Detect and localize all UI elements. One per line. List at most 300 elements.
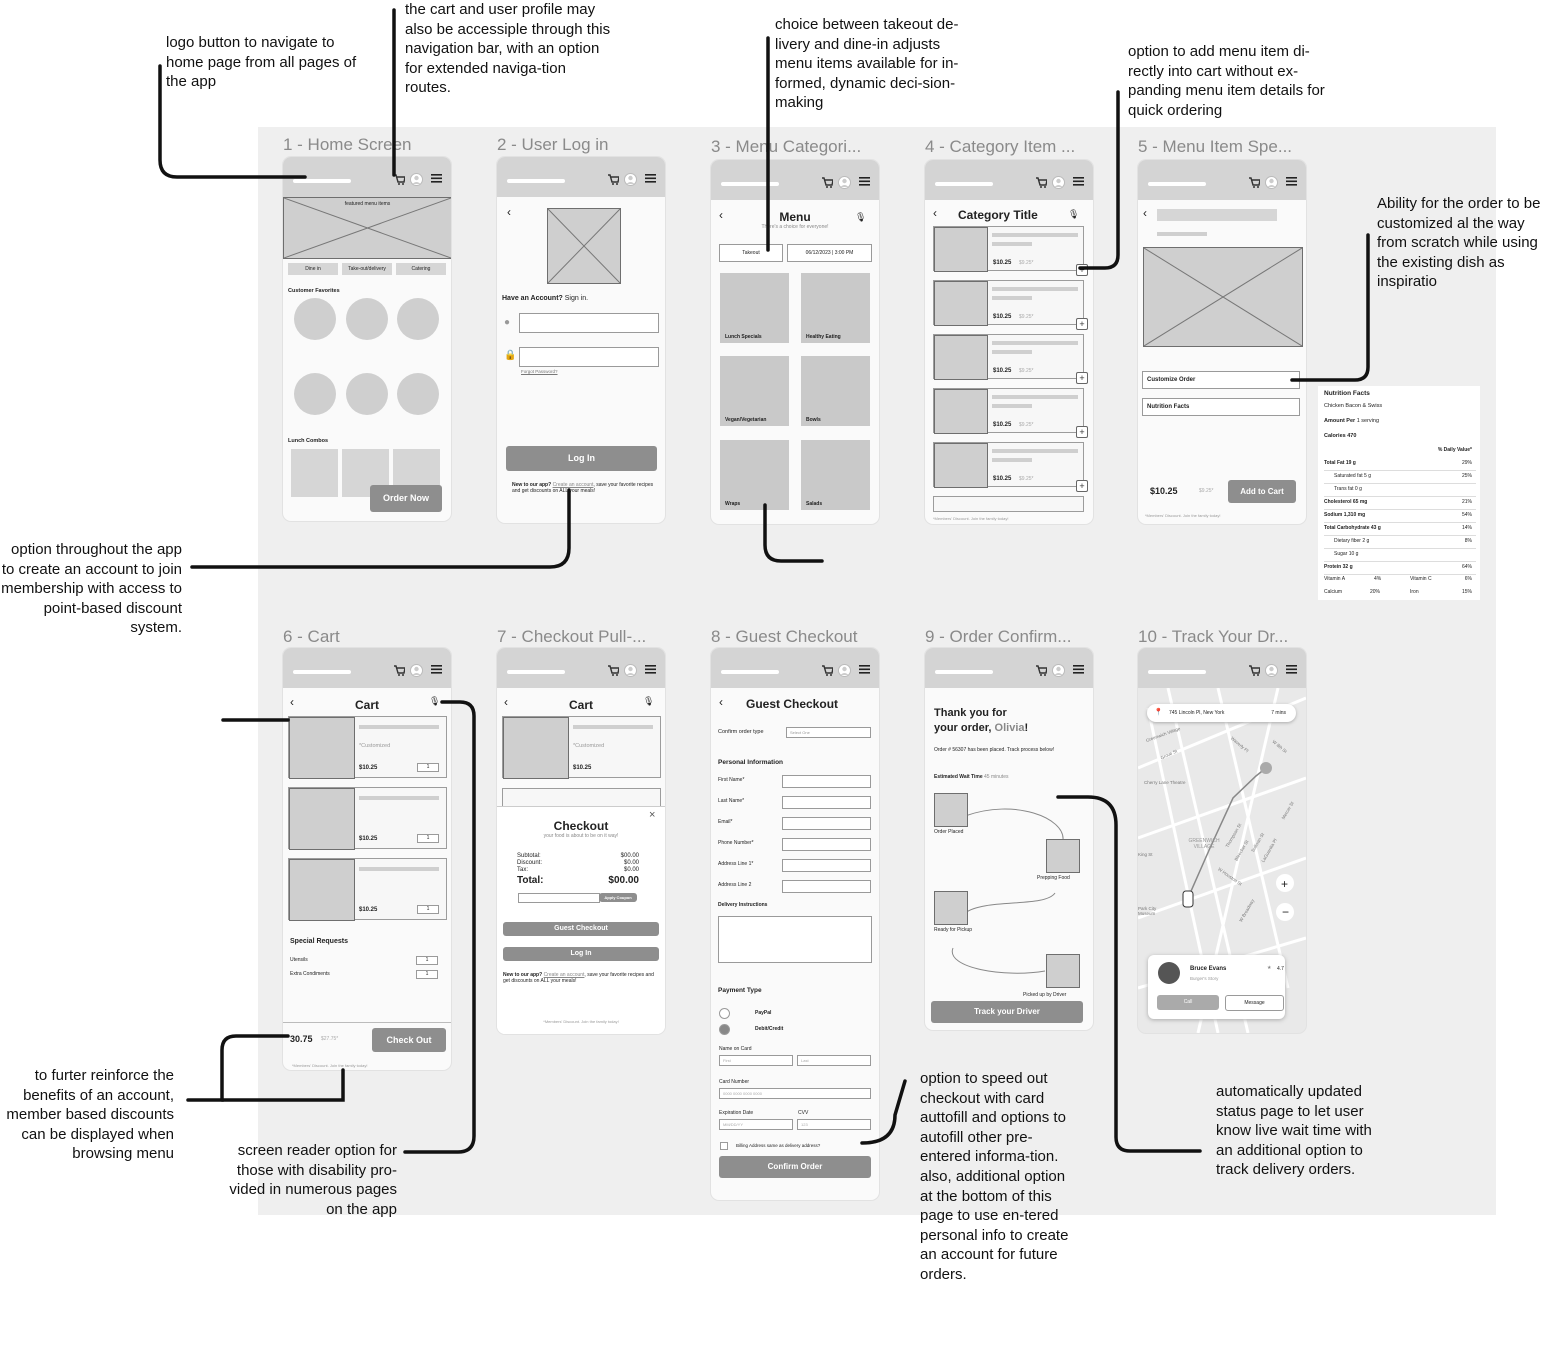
member-discount-note: *Members' Discount. Join the family today! (543, 1019, 619, 1024)
nav-bar (925, 648, 1093, 688)
hamburger-menu-icon[interactable] (645, 664, 656, 677)
cart-heading: Cart (354, 698, 379, 712)
nutrition-vita-value: 4% (1374, 576, 1382, 582)
profile-icon[interactable] (624, 664, 637, 680)
cart-item-card[interactable]: *Customized $10.25 1 (288, 716, 447, 778)
field-input[interactable] (782, 838, 871, 851)
cart-item-card[interactable]: *Customized $10.25 (502, 716, 661, 778)
favorite-item[interactable] (397, 373, 439, 415)
screen-title-9: 9 - Order Confirm... (925, 627, 1072, 646)
screen-title-8: 8 - Guest Checkout (711, 627, 858, 646)
nutrition-vitc-value: 6% (1464, 576, 1472, 582)
forgot-password-link[interactable]: Forgot Password? (521, 369, 558, 374)
step-order-placed: Order Placed (934, 829, 964, 835)
screen-reader-icon[interactable]: 🎙 (855, 212, 867, 222)
nutrition-vita: Vitamin A (1324, 576, 1346, 582)
divider (283, 1022, 451, 1023)
nutrition-divider (1324, 496, 1476, 497)
menu-subheading: There's a choice for everyone! (761, 224, 829, 230)
quantity-stepper[interactable]: 1 (417, 834, 439, 843)
nutrition-row-label: Dietary fiber 2 g (1334, 538, 1370, 544)
annotation-logo: logo button to navigate to home page from all pages of the app (166, 34, 357, 91)
login-screen (497, 157, 665, 523)
driver-rating: 4.7 (1277, 966, 1284, 972)
billing-checkbox[interactable] (720, 1142, 728, 1150)
condiments-label: Extra Condiments (290, 971, 330, 977)
step-picked-up: Picked up by Driver (1023, 992, 1067, 998)
map-label: Bleecker St (1233, 839, 1250, 862)
field-input[interactable] (782, 817, 871, 830)
profile-icon[interactable] (1265, 176, 1278, 192)
cart-icon[interactable] (393, 173, 405, 188)
billing-label: Billing Address same as delivery address? (736, 1143, 821, 1148)
profile-icon[interactable] (838, 176, 851, 192)
item-image (1143, 247, 1303, 347)
nutrition-divider (1324, 535, 1476, 536)
nav-bar (711, 648, 879, 688)
expiration-label: Expiration Date (719, 1110, 754, 1116)
cart-icon[interactable] (1035, 664, 1047, 679)
profile-icon[interactable] (1052, 176, 1065, 192)
discount-value: $0.00 (623, 860, 639, 866)
subtotal-value: $00.00 (620, 853, 639, 859)
quick-add-plus-icon[interactable]: + (1076, 318, 1088, 330)
back-chevron-icon[interactable]: ‹ (719, 695, 723, 709)
field-input[interactable] (782, 880, 871, 893)
zoom-out-icon[interactable]: − (1282, 905, 1290, 919)
favorite-item[interactable] (294, 373, 336, 415)
nutrition-row-label: Total Carbohydrate 43 g (1324, 525, 1381, 531)
field-input[interactable] (782, 796, 871, 809)
checkout-sheet (497, 806, 665, 1034)
cart-icon[interactable] (607, 173, 619, 188)
track-driver-screen (1138, 648, 1306, 1033)
signin-prompt: Have an Account? Sign in. (502, 295, 589, 302)
order-confirmation-screen (925, 648, 1093, 1030)
nutrition-row-label: Protein 32 g (1324, 564, 1353, 570)
nutrition-row-value: 14% (1461, 525, 1472, 531)
screen-title-7: 7 - Checkout Pull-... (497, 627, 647, 646)
item-price: $10.25 (1150, 486, 1178, 496)
screen-reader-icon[interactable]: 🎙 (1068, 209, 1080, 219)
paypal-radio[interactable] (719, 1008, 730, 1019)
member-discount-note: *Members' Discount. Join the family today! (933, 516, 1009, 521)
category-items-screen (925, 160, 1093, 524)
address-text: 745 Lincoln Pl, New York (1169, 710, 1225, 716)
eta-text: 7 mins (1271, 710, 1286, 716)
guest-checkout-button[interactable]: Guest Checkout (503, 922, 659, 936)
driver-avatar (1158, 962, 1180, 984)
nutrition-row-label: Sugar 10 g (1334, 551, 1359, 557)
menu-item-card[interactable]: $10.25 $9.25* (933, 388, 1084, 433)
quick-add-plus-icon[interactable]: + (1076, 480, 1088, 492)
cart-icon[interactable] (1035, 176, 1047, 191)
screen-title-10: 10 - Track Your Dr... (1138, 627, 1289, 646)
coupon-input[interactable] (518, 893, 600, 903)
nav-bar (1138, 648, 1306, 688)
category-lunch-specials[interactable]: Lunch Specials (720, 273, 789, 343)
menu-item-card[interactable] (933, 496, 1084, 512)
hamburger-menu-icon[interactable] (645, 173, 656, 186)
hamburger-menu-icon[interactable] (859, 664, 870, 677)
nav-bar (1138, 160, 1306, 200)
name-on-card-label: Name on Card (719, 1046, 752, 1052)
map-label: Thompson St (1224, 822, 1243, 849)
logo-button[interactable] (1148, 182, 1206, 186)
cart-heading: Cart (568, 698, 593, 712)
logo-placeholder (547, 208, 621, 284)
back-chevron-icon[interactable]: ‹ (933, 206, 937, 220)
lock-icon: 🔒 (504, 350, 517, 361)
customize-order-button[interactable]: Customize Order (1142, 371, 1300, 389)
expiration-input[interactable]: MM/DD/YY (719, 1119, 793, 1130)
quick-add-plus-icon[interactable]: + (1076, 372, 1088, 384)
guest-checkout-screen (711, 648, 879, 1200)
screen-title-3: 3 - Menu Categori... (711, 137, 862, 156)
password-input[interactable] (519, 347, 659, 367)
nav-bar (497, 157, 665, 197)
tab-takeout[interactable]: Take-out/delivery (342, 263, 392, 275)
favorite-item[interactable] (346, 298, 388, 340)
logo-button[interactable] (293, 179, 351, 183)
nutrition-row-label: Saturated fat 5 g (1334, 473, 1371, 479)
username-input[interactable] (519, 313, 659, 333)
profile-icon[interactable] (410, 664, 423, 680)
logo-button[interactable] (1148, 670, 1206, 674)
category-bowls[interactable]: Bowls (801, 356, 870, 426)
featured-label: featured menu items (344, 201, 391, 207)
hamburger-menu-icon[interactable] (1073, 664, 1084, 677)
login-button[interactable]: Log In (506, 446, 657, 471)
close-icon[interactable]: × (649, 809, 656, 821)
map-label: W Broadway (1238, 898, 1256, 923)
favorite-item[interactable] (346, 373, 388, 415)
nutrition-divider (1324, 509, 1476, 510)
quick-add-plus-icon[interactable]: + (1076, 264, 1088, 276)
back-chevron-icon[interactable]: ‹ (507, 205, 511, 219)
annotation-member-discounts: to furter reinforce the benefits of an account, member based discounts can be displayed when browsing menu (6, 1067, 174, 1163)
cart-icon[interactable] (1248, 664, 1260, 679)
nutrition-row-label: Trans fat 0 g (1334, 486, 1362, 492)
call-button[interactable]: Call (1157, 995, 1219, 1010)
annotation-quick-add: option to add menu item di-rectly into cart without ex-panding menu item details for quick ordering (1128, 43, 1325, 119)
date-time-picker[interactable]: 06/12/2023 | 3:00 PM (787, 244, 872, 262)
nutrition-calcium-value: 20% (1370, 589, 1381, 595)
total-value: $00.00 (608, 875, 639, 886)
nav-bar (283, 157, 451, 197)
card-number-input[interactable]: 0000 0000 0000 0000 (719, 1088, 871, 1099)
member-discount-note: *Members' Discount. Join the family today! (292, 1063, 368, 1068)
nutrition-divider (1324, 470, 1476, 471)
nutrition-serving: Amount Per 1 serving (1324, 418, 1380, 424)
first-name-card-input[interactable]: First (719, 1055, 793, 1066)
nutrition-iron-value: 15% (1461, 589, 1472, 595)
item-title-placeholder (1157, 209, 1277, 221)
step-icon (1046, 839, 1080, 873)
member-discount-note: *Members' Discount. Join the family today! (1145, 513, 1221, 518)
nutrition-divider (1324, 522, 1476, 523)
nutrition-item: Chicken Bacon & Swiss (1324, 403, 1383, 409)
annotation-customize: Ability for the order to be customized al the way from scratch while using the existing dish as inspiratio (1377, 195, 1541, 291)
annotation-autofill: option to speed out checkout with card auttofill and options to autofill other pre-entered informa-tion. also, additional option at the bottom of this page to use en-tered personal info to create an account for future orders. (920, 1070, 1069, 1283)
hamburger-menu-icon[interactable] (1286, 176, 1297, 189)
favorite-item[interactable] (294, 298, 336, 340)
annotation-takeout: choice between takeout de-livery and dine-in adjusts menu items available for in-formed, dynamic deci-sion-making (775, 16, 959, 112)
driver-card (1148, 955, 1285, 1019)
wait-time: Estimated Wait Time 45 minutes (934, 774, 1009, 780)
menu-item-card[interactable]: $10.25 $9.25* (933, 442, 1084, 487)
category-wraps[interactable]: Wraps (720, 440, 789, 510)
nutrition-facts-panel (1318, 386, 1480, 600)
nav-bar (283, 648, 451, 688)
subtotal-label: Subtotal: (517, 853, 541, 859)
map-label: GREENWICH VILLAGE (1188, 838, 1220, 850)
map-label: W Houston St (1217, 866, 1243, 887)
total-label: Total: (517, 875, 544, 886)
category-title: Category Title (958, 208, 1038, 222)
nutrition-iron: Iron (1410, 589, 1419, 595)
cart-icon[interactable] (607, 664, 619, 679)
cart-icon[interactable] (393, 664, 405, 679)
field-label: First Name* (718, 777, 745, 783)
hamburger-menu-icon[interactable] (431, 664, 442, 677)
map-label: Cherry Lane Theatre (1144, 780, 1186, 785)
nutrition-row-value: 29% (1461, 460, 1472, 466)
cvv-input[interactable]: 123 (797, 1119, 871, 1130)
utensils-label: Utensils (290, 957, 308, 963)
item-subtitle-placeholder (1157, 232, 1207, 236)
address-bar[interactable] (1147, 704, 1296, 722)
discount-label: Discount: (517, 860, 543, 866)
card-number-label: Card Number (719, 1079, 750, 1085)
cart-icon[interactable] (821, 664, 833, 679)
nutrition-row-label: Cholesterol 65 mg (1324, 499, 1368, 505)
user-icon: ● (504, 317, 511, 328)
map-label: Mercer St (1280, 800, 1295, 821)
annotation-membership: option throughout the app to create an account to join membership with access to point-based discount system. (1, 541, 182, 637)
menu-item-card[interactable]: $10.25 $9.25* (933, 226, 1084, 271)
screen-reader-icon[interactable]: 🎙 (429, 696, 441, 706)
nutrition-row-value: 64% (1461, 564, 1472, 570)
step-icon (934, 891, 968, 925)
step-ready: Ready for Pickup (934, 927, 973, 933)
annotation-screen-reader: screen reader option for those with disability pro-vided in numerous pages on the app (229, 1142, 397, 1218)
personal-info-heading: Personal Information (718, 759, 784, 766)
back-chevron-icon[interactable]: ‹ (719, 208, 723, 222)
cart-item-card[interactable]: $10.25 1 (288, 858, 447, 920)
nutrition-title: Nutrition Facts (1324, 390, 1370, 397)
map-label: LaGuardia Pl (1260, 837, 1278, 864)
logo-button[interactable] (507, 670, 565, 674)
back-chevron-icon[interactable]: ‹ (290, 695, 294, 709)
cart-screen (283, 648, 451, 1070)
menu-item-card[interactable]: $10.25 $9.25* (933, 280, 1084, 325)
field-label: Address Line 1* (718, 861, 754, 867)
cart-old-total: $27.75* (321, 1036, 339, 1042)
placeholder-x-icon (284, 198, 451, 258)
message-button[interactable]: Message (1225, 995, 1284, 1011)
field-label: Email* (718, 819, 733, 825)
hamburger-menu-icon[interactable] (859, 176, 870, 189)
nutrition-row-value: 8% (1464, 538, 1472, 544)
apply-coupon-button[interactable]: Apply Coupon (599, 893, 637, 902)
utensils-stepper[interactable]: 1 (416, 956, 438, 965)
field-label: Last Name* (718, 798, 745, 804)
quantity-stepper[interactable]: 1 (417, 763, 439, 772)
order-type-select[interactable]: Select One (786, 727, 871, 738)
map-label: Park City Museum (1138, 906, 1157, 916)
featured-banner[interactable] (283, 197, 451, 259)
nav-bar (711, 160, 879, 200)
payment-type-heading: Payment Type (718, 987, 762, 994)
step-icon (1046, 954, 1080, 988)
profile-icon[interactable] (1052, 664, 1065, 680)
tax-label: Tax: (517, 867, 529, 873)
screen-title-5: 5 - Menu Item Spe... (1138, 137, 1293, 156)
logo-button[interactable] (293, 670, 351, 674)
driver-name: Bruce Evans (1190, 966, 1227, 972)
field-label: Phone Number* (718, 840, 754, 846)
placeholder-x-icon (1144, 248, 1302, 346)
back-chevron-icon[interactable]: ‹ (504, 695, 508, 709)
paypal-label: PayPal (755, 1010, 772, 1016)
delivery-instructions-input[interactable] (718, 916, 872, 963)
map-label: W 8th St (1271, 739, 1288, 754)
checkout-pullup-screen (497, 648, 665, 1034)
nutrition-row-value: 25% (1461, 473, 1472, 479)
tab-catering[interactable]: Catering (396, 263, 446, 275)
create-account-link[interactable]: Create an account (543, 972, 585, 978)
home-screen (283, 157, 451, 521)
special-requests-heading: Special Requests (290, 938, 348, 945)
favorite-item[interactable] (397, 298, 439, 340)
add-to-cart-button[interactable]: Add to Cart (1228, 480, 1296, 503)
profile-icon[interactable] (838, 664, 851, 680)
checkout-sub: your food is about to be on it way! (543, 833, 619, 839)
menu-item-card[interactable]: $10.25 $9.25* (933, 334, 1084, 379)
nav-bar (497, 648, 665, 688)
map-label: Waverly Pl (1229, 735, 1250, 754)
map-label: Grove St (1159, 748, 1178, 761)
back-chevron-icon[interactable]: ‹ (1143, 206, 1147, 220)
profile-icon[interactable] (1265, 664, 1278, 680)
create-account-text: New to our app? Create an account, save your favorite recipes and get discounts on ALL your meals! (503, 972, 654, 984)
nutrition-dv-header: % Daily Value* (1437, 447, 1472, 453)
field-label: Address Line 2 (718, 882, 752, 888)
placeholder-x-icon (548, 209, 620, 283)
field-input[interactable] (782, 775, 871, 788)
cart-icon[interactable] (821, 176, 833, 191)
combos-heading: Lunch Combos (288, 438, 329, 444)
map-label: Greenwich Village (1145, 725, 1181, 744)
logo-button[interactable] (721, 182, 779, 186)
login-button[interactable]: Log In (503, 947, 659, 961)
step-prepping: Prepping Food (1037, 875, 1070, 881)
category-healthy-eating[interactable]: Healthy Eating (801, 273, 870, 343)
map-label: Sullivan St (1250, 832, 1266, 853)
takeout-toggle[interactable]: Takeout (719, 244, 783, 262)
confirm-order-button[interactable]: Confirm Order (719, 1156, 871, 1178)
confirm-type-label: Confirm order type (718, 729, 764, 735)
nutrition-facts-button[interactable]: Nutrition Facts (1142, 398, 1300, 416)
screen-title-4: 4 - Category Item ... (925, 137, 1076, 156)
item-old-price: $9.25* (1199, 488, 1214, 494)
driver-subtitle: Burger's Story (1190, 976, 1219, 981)
cart-item-card[interactable]: $10.25 1 (288, 787, 447, 849)
nutrition-row-value: 54% (1461, 512, 1472, 518)
nutrition-row-label: Total Fat 19 g (1324, 460, 1356, 466)
field-input[interactable] (782, 859, 871, 872)
star-icon: ★ (1267, 965, 1272, 971)
track-driver-button[interactable]: Track your Driver (931, 1001, 1083, 1023)
menu-item-screen (1138, 160, 1306, 524)
debit-radio[interactable] (719, 1024, 730, 1035)
nutrition-divider (1324, 574, 1476, 575)
logo-button[interactable] (721, 670, 779, 674)
debit-label: Debit/Credit (755, 1026, 784, 1032)
quantity-stepper[interactable]: 1 (417, 905, 439, 914)
nutrition-divider (1324, 483, 1476, 484)
condiments-stepper[interactable]: 1 (416, 970, 438, 979)
nutrition-divider (1324, 548, 1476, 549)
location-pin-icon: 📍 (1154, 709, 1163, 716)
combo-item[interactable] (291, 449, 338, 497)
nutrition-row-value: 21% (1461, 499, 1472, 505)
nutrition-divider (1324, 561, 1476, 562)
screen-reader-icon[interactable]: 🎙 (643, 696, 655, 706)
order-now-button[interactable]: Order Now (370, 485, 442, 512)
delivery-instructions-label: Delivery Instructions (718, 902, 768, 908)
thanks-line-1: Thank you for (934, 707, 1007, 719)
category-vegan[interactable]: Vegan/Vegetarian (720, 356, 789, 426)
cart-icon[interactable] (1248, 176, 1260, 191)
checkout-button[interactable]: Check Out (372, 1028, 446, 1052)
screen-title-1: 1 - Home Screen (283, 135, 412, 154)
hamburger-menu-icon[interactable] (431, 173, 442, 186)
hamburger-menu-icon[interactable] (1286, 664, 1297, 677)
order-number-text: Order # 56307 has been placed. Track process below! (934, 747, 1055, 753)
zoom-in-icon[interactable]: + (1281, 877, 1289, 891)
create-account-link[interactable]: Create an account (552, 482, 594, 488)
annotation-status: automatically updated status page to let user know live wait time with an additional option to track delivery orders. (1216, 1083, 1372, 1179)
logo-button[interactable] (935, 182, 993, 186)
logo-button[interactable] (507, 179, 565, 183)
guest-checkout-heading: Guest Checkout (746, 697, 839, 711)
annotation-cart-profile: the cart and user profile may also be accessiple through this navigation bar, with an option for extended naviga-tion routes. (405, 1, 611, 97)
screen-title-6: 6 - Cart (283, 627, 340, 646)
nutrition-row-label: Sodium 1,310 mg (1324, 512, 1366, 518)
profile-icon[interactable] (624, 173, 637, 189)
favorites-heading: Customer Favorites (288, 288, 340, 294)
category-salads[interactable]: Salads (801, 440, 870, 510)
menu-heading: Menu (779, 210, 811, 224)
screen-title-2: 2 - User Log in (497, 135, 609, 154)
menu-categories-screen (711, 160, 879, 524)
last-name-card-input[interactable]: Last (797, 1055, 871, 1066)
cvv-label: CVV (798, 1110, 809, 1116)
nav-bar (925, 160, 1093, 200)
logo-button[interactable] (935, 670, 993, 674)
nutrition-calcium: Calcium (1324, 589, 1343, 595)
map-label: King St (1138, 852, 1153, 857)
quick-add-plus-icon[interactable]: + (1076, 426, 1088, 438)
tab-dine-in[interactable]: Dine in (288, 263, 338, 275)
tax-value: $0.00 (623, 867, 639, 873)
create-account-text: New to our app? Create an account, save your favorite recipes and get discounts on ALL your meals! (512, 482, 654, 494)
profile-icon[interactable] (410, 173, 423, 189)
cart-total: 30.75 (290, 1034, 313, 1044)
hamburger-menu-icon[interactable] (1073, 176, 1084, 189)
